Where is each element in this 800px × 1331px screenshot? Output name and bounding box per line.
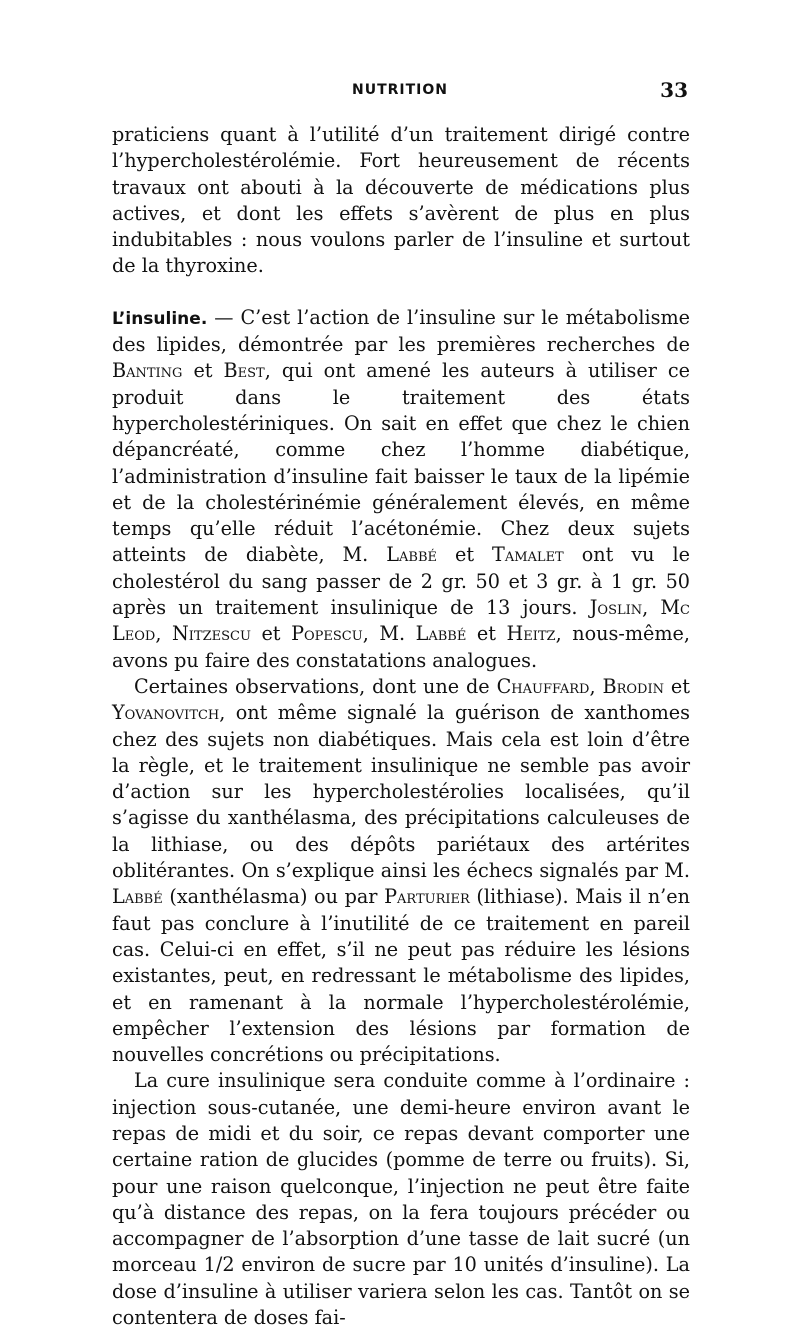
author-name: Parturier <box>384 885 470 909</box>
text-run: , ont même signalé la guérison de xanthomes chez des sujets non diabétiques. Mais cela est loin d’être la règle, et le traitement insulinique ne semble pas avoir d’action sur les hypercholestérolies localisées, qu’il s’agisse du xanthélasma, des précipitations calculeuses de la lithiase, ou des dépôts pariétaux des artérites oblitérantes. On s’explique ainsi les échecs signalés par M. <box>112 701 690 883</box>
text-run: , nous-même, avons pu faire des constatations analogues. <box>112 622 691 672</box>
author-name: Labbé <box>386 543 437 567</box>
author-name: Banting <box>112 359 183 383</box>
text-run: (lithiase). Mais il n’en faut pas conclure à l’inutilité de ce traitement en pareil cas. Celui-ci en effet, s’il ne peut pas réduire les lésions existantes, peut, en redressant le métabolisme des lipides, et en ramenant à la normale l’hypercholestérolémie, empêcher l’extension des lésions par formation de nouvelles concrétions ou précipitations. <box>112 885 690 1067</box>
author-name: Popescu <box>291 622 363 646</box>
author-name: Heitz <box>506 622 556 646</box>
text-run: et <box>250 622 292 646</box>
paragraph-4: La cure insulinique sera conduite comme à l’ordinaire : injection sous-cutanée, une demi-heure environ avant le repas de midi et du soir, ce repas devant comporter une certaine ration de glucides (pomme de terre ou fruits). Si, pour une raison quelconque, l’injection ne peut être faite qu’à distance des repas, on la fera toujours précéder ou accompagner de l’absorption d’une tasse de lait sucré (un morceau 1/2 environ de sucre par 10 unités d’insuline). La dose d’insuline à utiliser variera selon les cas. Tantôt on se contentera de doses fai- <box>112 1069 690 1330</box>
author-name: Best <box>223 359 265 383</box>
text-run: — C’est l’action de l’insuline sur le métabolisme des lipides, démontrée par les premières recherches de <box>112 305 690 357</box>
text-run: , <box>589 674 603 698</box>
text-run: Certaines observations, dont une de <box>134 674 497 698</box>
author-name: Mc Leod <box>112 596 690 646</box>
paragraph-1: praticiens quant à l’utilité d’un traitement dirigé contre l’hypercholestérolémie. Fort heureusement de récents travaux ont abouti à la découverte de médications plus actives, et dont les effets s’avèrent de plus en plus indubitables : nous voulons parler de l’insuline et surtout de la thyroxine. <box>112 123 690 278</box>
text-run: et <box>182 359 224 383</box>
author-name: Brodin <box>602 674 664 698</box>
paragraph-insuline <box>112 305 690 674</box>
author-name: Joslin <box>589 596 643 620</box>
text-run: , <box>155 622 172 646</box>
page-number: 33 <box>660 78 688 102</box>
text-run: et <box>437 543 493 567</box>
text-run: , <box>642 596 661 620</box>
text-run: et <box>466 622 507 646</box>
body-text <box>112 122 690 1331</box>
running-title: NUTRITION <box>351 82 448 98</box>
text-run: ont vu le cholestérol du sang passer de 2 gr. 50 et 3 gr. à 1 gr. 50 après un traitement insulinique de 13 jours. <box>112 543 691 620</box>
author-name: Tamalet <box>492 543 564 567</box>
section-heading: L’insuline. <box>112 308 208 329</box>
author-name: Nitzescu <box>171 622 251 646</box>
author-name: Labbé <box>415 622 467 646</box>
page-header <box>112 78 688 102</box>
text-run: et <box>663 674 690 698</box>
author-name: Chauffard <box>496 674 590 698</box>
author-name: Yovanovitch <box>112 701 220 725</box>
author-name: Labbé <box>112 885 163 909</box>
text-run: (xanthélasma) ou par <box>162 885 385 909</box>
text-run: , M. <box>362 622 416 646</box>
paragraph-3 <box>112 674 690 1068</box>
text-run: , qui ont amené les auteurs à utiliser ce produit dans le traitement des états hypercholestériniques. On sait en effet que chez le chien dépancréaté, comme chez l’homme diabétique, l’administration d’insuline fait baisser le taux de la lipémie et de la cholestérinémie généralement élevés, en même temps qu’elle réduit l’acétonémie. Chez deux sujets atteints de diabète, M. <box>112 359 691 567</box>
